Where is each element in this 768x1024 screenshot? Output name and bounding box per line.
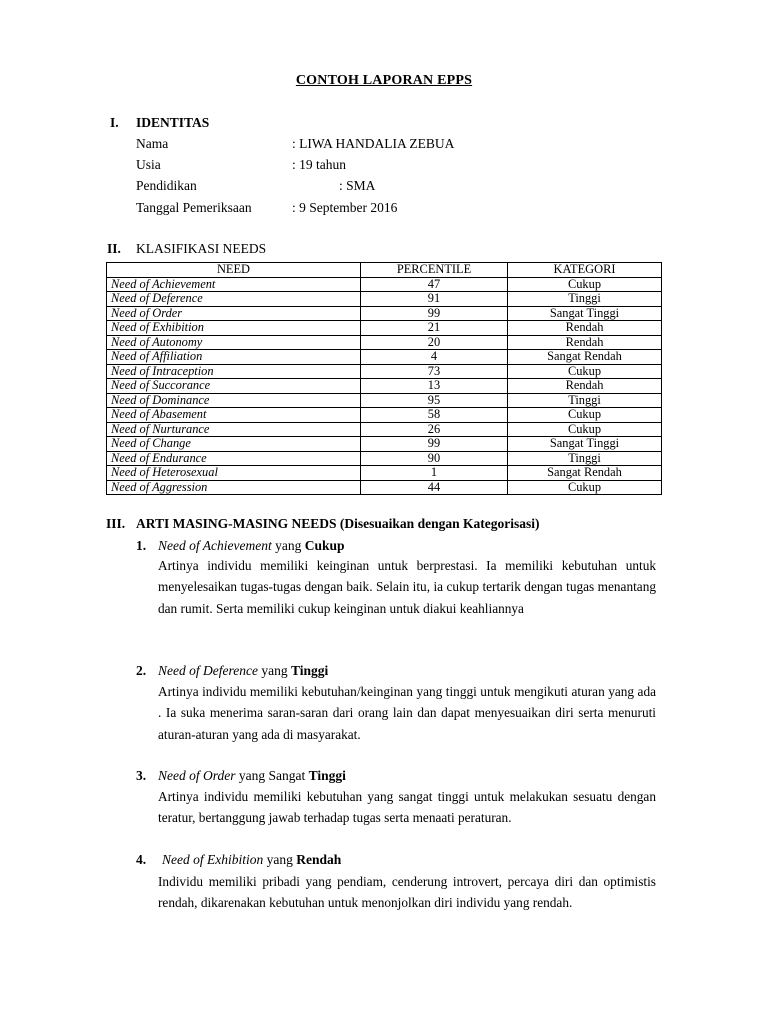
identity-value: : 19 tahun — [292, 157, 346, 172]
kategori-cell: Cukup — [508, 364, 662, 379]
need-cell: Need of Abasement — [107, 408, 361, 423]
percentile-cell: 1 — [361, 466, 508, 481]
identity-row-pendidikan — [136, 178, 636, 196]
table-row — [107, 379, 662, 394]
need-item-1-heading — [136, 538, 345, 554]
section-1-number: I. — [110, 115, 119, 130]
need-cell: Need of Achievement — [107, 277, 361, 292]
table-row — [107, 393, 662, 408]
kategori-cell: Cukup — [508, 480, 662, 495]
need-item-3-description: Artinya individu memiliki kebutuhan yang sangat tinggi untuk melakukan sesuatu dengan teratur, bertanggung jawab terhadap tugas serta menaati peraturan. — [158, 789, 656, 826]
percentile-cell: 4 — [361, 350, 508, 365]
need-item-1-description: Artinya individu memiliki keinginan untuk berprestasi. Ia memiliki kebutuhan untuk menyelesaikan tugas-tugas dengan baik. Selain itu, ia cukup tertarik dengan tugas menantang dan rumit. Serta memiliki cukup keinginan untuk diakui keahliannya — [158, 558, 656, 616]
need-cell: Need of Dominance — [107, 393, 361, 408]
table-row — [107, 335, 662, 350]
kategori-cell: Tinggi — [508, 292, 662, 307]
percentile-cell: 47 — [361, 277, 508, 292]
table-header-row — [107, 263, 662, 278]
percentile-cell: 58 — [361, 408, 508, 423]
percentile-cell: 13 — [361, 379, 508, 394]
need-cell: Need of Aggression — [107, 480, 361, 495]
category-label: Tinggi — [290, 663, 329, 678]
category-label: Tinggi — [308, 768, 346, 783]
section-2-heading: KLASIFIKASI NEEDS — [136, 241, 267, 256]
kategori-cell: Tinggi — [508, 451, 662, 466]
table-row — [107, 306, 662, 321]
need-item-3-heading — [136, 768, 346, 784]
identity-value: : 9 September 2016 — [292, 200, 398, 215]
kategori-cell: Rendah — [508, 321, 662, 336]
connector-text: yang — [271, 538, 305, 553]
need-name: Need of Exhibition — [162, 852, 264, 867]
kategori-cell: Sangat Tinggi — [508, 437, 662, 452]
need-cell: Need of Succorance — [107, 379, 361, 394]
column-header-kategori: KATEGORI — [508, 263, 662, 278]
kategori-cell: Rendah — [508, 335, 662, 350]
kategori-cell: Cukup — [508, 408, 662, 423]
section-3-heading: ARTI MASING-MASING NEEDS (Disesuaikan dengan Kategorisasi) — [136, 516, 540, 531]
kategori-cell: Tinggi — [508, 393, 662, 408]
table-row — [107, 480, 662, 495]
connector-text: yang — [235, 768, 269, 783]
needs-table — [106, 262, 662, 495]
identity-value: : LIWA HANDALIA ZEBUA — [292, 136, 455, 151]
need-cell: Need of Order — [107, 306, 361, 321]
table-row — [107, 437, 662, 452]
percentile-cell: 91 — [361, 292, 508, 307]
kategori-cell: Cukup — [508, 277, 662, 292]
need-item-4-description: Individu memiliki pribadi yang pendiam, cenderung introvert, percaya diri dan optimistis rendah, dikarenakan kebutuhan untuk menonjolkan diri individu yang rendah. — [158, 874, 656, 911]
need-cell: Need of Intraception — [107, 364, 361, 379]
kategori-cell: Rendah — [508, 379, 662, 394]
column-header-percentile: PERCENTILE — [361, 263, 508, 278]
identity-value: : SMA — [339, 178, 376, 193]
need-name: Need of Deference — [158, 663, 258, 678]
need-cell: Need of Nurturance — [107, 422, 361, 437]
percentile-cell: 20 — [361, 335, 508, 350]
need-item-4-heading — [136, 852, 341, 868]
percentile-cell: 99 — [361, 437, 508, 452]
identity-label: Nama — [136, 136, 169, 151]
need-name: Need of Order — [158, 768, 236, 783]
category-label: Cukup — [304, 538, 345, 553]
column-header-need: NEED — [107, 263, 361, 278]
percentile-cell: 95 — [361, 393, 508, 408]
table-row — [107, 364, 662, 379]
connector-text: yang — [257, 663, 291, 678]
need-cell: Need of Affiliation — [107, 350, 361, 365]
section-1-heading: IDENTITAS — [136, 115, 210, 130]
item-number: 3. — [136, 768, 147, 783]
percentile-cell: 44 — [361, 480, 508, 495]
kategori-cell: Sangat Rendah — [508, 350, 662, 365]
item-number: 1. — [136, 538, 147, 553]
table-row — [107, 408, 662, 423]
document-title: CONTOH LAPORAN EPPS — [295, 73, 473, 88]
identity-row-usia — [136, 157, 636, 175]
category-label: Rendah — [296, 852, 342, 867]
kategori-cell: Sangat Tinggi — [508, 306, 662, 321]
percentile-cell: 21 — [361, 321, 508, 336]
connector-text: yang — [263, 852, 297, 867]
need-name: Need of Achievement — [158, 538, 272, 553]
category-prefix: Sangat — [268, 768, 309, 783]
percentile-cell: 26 — [361, 422, 508, 437]
section-2-number: II. — [107, 241, 121, 256]
item-number: 2. — [136, 663, 147, 678]
table-row — [107, 466, 662, 481]
kategori-cell: Cukup — [508, 422, 662, 437]
table-row — [107, 321, 662, 336]
kategori-cell: Sangat Rendah — [508, 466, 662, 481]
need-cell: Need of Deference — [107, 292, 361, 307]
percentile-cell: 99 — [361, 306, 508, 321]
need-cell: Need of Exhibition — [107, 321, 361, 336]
need-item-2-description: Artinya individu memiliki kebutuhan/keinginan yang tinggi untuk mengikuti aturan yang ada . Ia suka menerima saran-saran dari orang lain dan dapat menyesuaikan diri serta menuruti aturan-aturan yang ada di masyarakat. — [158, 684, 656, 742]
table-row — [107, 451, 662, 466]
identity-row-nama — [136, 136, 636, 154]
table-row — [107, 292, 662, 307]
identity-label: Tanggal Pemeriksaan — [136, 200, 252, 215]
section-3-number: III. — [106, 516, 126, 531]
need-cell: Need of Endurance — [107, 451, 361, 466]
need-cell: Need of Autonomy — [107, 335, 361, 350]
identity-label: Pendidikan — [136, 178, 197, 193]
item-number: 4. — [136, 852, 147, 867]
table-row — [107, 350, 662, 365]
need-item-2-heading — [136, 663, 328, 679]
table-row — [107, 277, 662, 292]
needs-table-body — [107, 277, 662, 495]
table-row — [107, 422, 662, 437]
percentile-cell: 73 — [361, 364, 508, 379]
identity-row-tanggal — [136, 200, 636, 218]
identity-label: Usia — [136, 157, 161, 172]
need-cell: Need of Heterosexual — [107, 466, 361, 481]
need-cell: Need of Change — [107, 437, 361, 452]
percentile-cell: 90 — [361, 451, 508, 466]
